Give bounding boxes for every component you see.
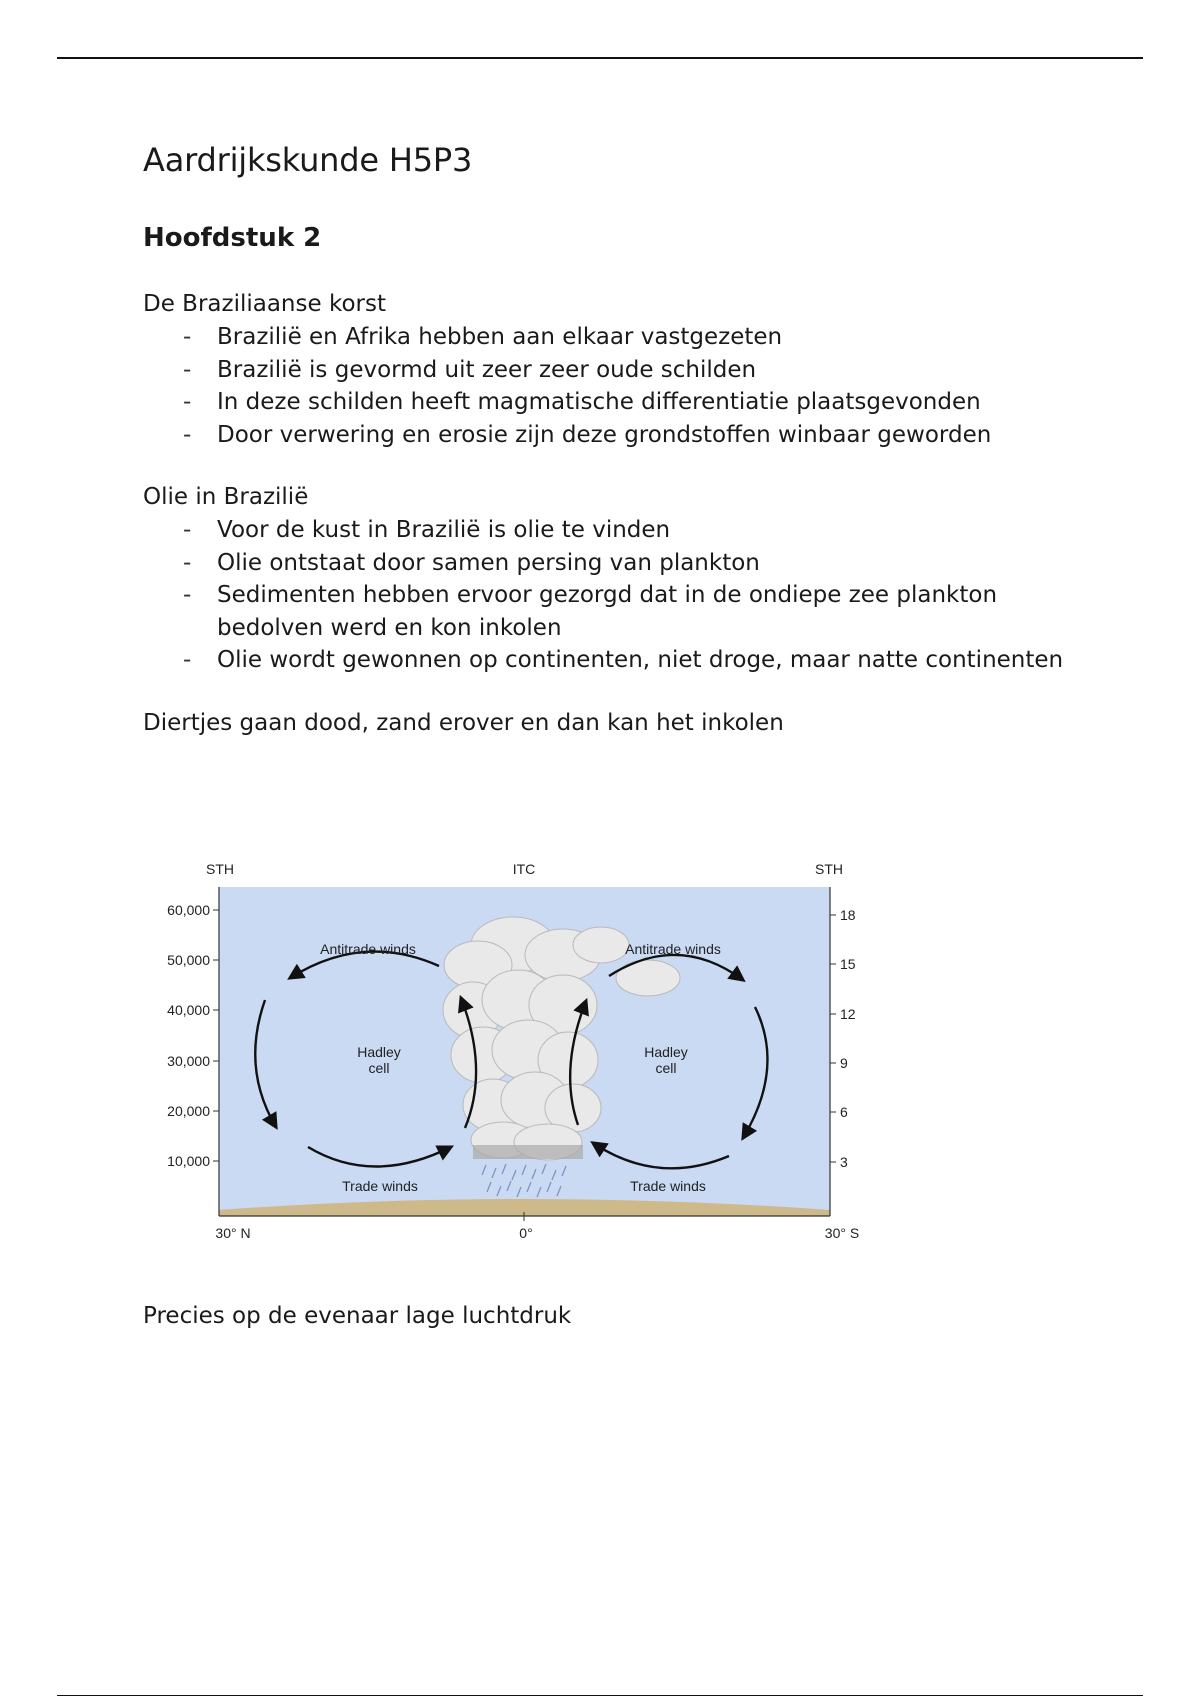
trade-winds-label-left: Trade winds	[342, 1178, 418, 1194]
hadley-cell-label-left: Hadley	[357, 1044, 401, 1060]
list-item: - Olie wordt gewonnen op continenten, niet droge, maar natte continenten	[143, 644, 1073, 677]
right-tick-label: 15	[840, 956, 856, 972]
top-rule	[57, 57, 1143, 59]
figure-caption: Precies op de evenaar lage luchtdruk	[143, 1303, 572, 1329]
right-tick-label: 12	[840, 1006, 856, 1022]
bottom-rule	[57, 1695, 1143, 1696]
left-tick-label: 30,000	[167, 1053, 210, 1069]
list-item: - Sedimenten hebben ervoor gezorgd dat in de ondiepe zee plankton bedolven werd en kon inkolen	[143, 579, 1073, 644]
hadley-cell-label-left: cell	[368, 1060, 390, 1076]
bottom-label-left: 30° N	[215, 1225, 251, 1241]
document-body	[143, 140, 1073, 740]
document-title: Aardrijkskunde H5P3	[143, 141, 473, 179]
bullet-list	[143, 321, 1073, 451]
bullet-list	[143, 514, 1073, 677]
left-tick-label: 50,000	[167, 952, 210, 968]
hadley-cell-label-right: cell	[655, 1060, 677, 1076]
list-item: - Olie ontstaat door samen persing van plankton	[143, 547, 1073, 580]
right-tick-label: 3	[840, 1154, 848, 1170]
top-label-center: ITC	[512, 861, 536, 877]
trade-winds-label-right: Trade winds	[630, 1178, 706, 1194]
antitrade-winds-label-left: Antitrade winds	[320, 941, 416, 957]
list-item: - Brazilië en Afrika hebben aan elkaar vastgezeten	[143, 321, 1073, 354]
left-tick-label: 40,000	[167, 1002, 210, 1018]
right-tick-label: 9	[840, 1055, 848, 1071]
chapter-heading: Hoofdstuk 2	[143, 223, 322, 253]
list-item: - Voor de kust in Brazilië is olie te vinden	[143, 514, 1073, 547]
bottom-label-right: 30° S	[824, 1225, 860, 1241]
right-tick-label: 6	[840, 1104, 848, 1120]
left-tick-label: 20,000	[167, 1103, 210, 1119]
antitrade-winds-label-right: Antitrade winds	[625, 941, 721, 957]
left-tick-label: 60,000	[167, 902, 210, 918]
bottom-label-center: 0°	[519, 1225, 533, 1241]
section-heading: Olie in Brazilië	[143, 484, 309, 510]
top-label-left: STH	[206, 861, 234, 877]
section-heading: De Braziliaanse korst	[143, 291, 386, 317]
right-tick-label: 18	[840, 907, 856, 923]
list-item: - Door verwering en erosie zijn deze grondstoffen winbaar geworden	[143, 419, 1073, 452]
hadley-cell-label-right: Hadley	[644, 1044, 688, 1060]
top-label-right: STH	[815, 861, 843, 877]
list-item: - Brazilië is gevormd uit zeer zeer oude schilden	[143, 354, 1073, 387]
note-paragraph: Diertjes gaan dood, zand erover en dan kan het inkolen	[143, 709, 784, 736]
list-item: - In deze schilden heeft magmatische differentiatie plaatsgevonden	[143, 386, 1073, 419]
left-tick-label: 10,000	[167, 1153, 210, 1169]
hadley-cell-diagram	[143, 850, 868, 1250]
